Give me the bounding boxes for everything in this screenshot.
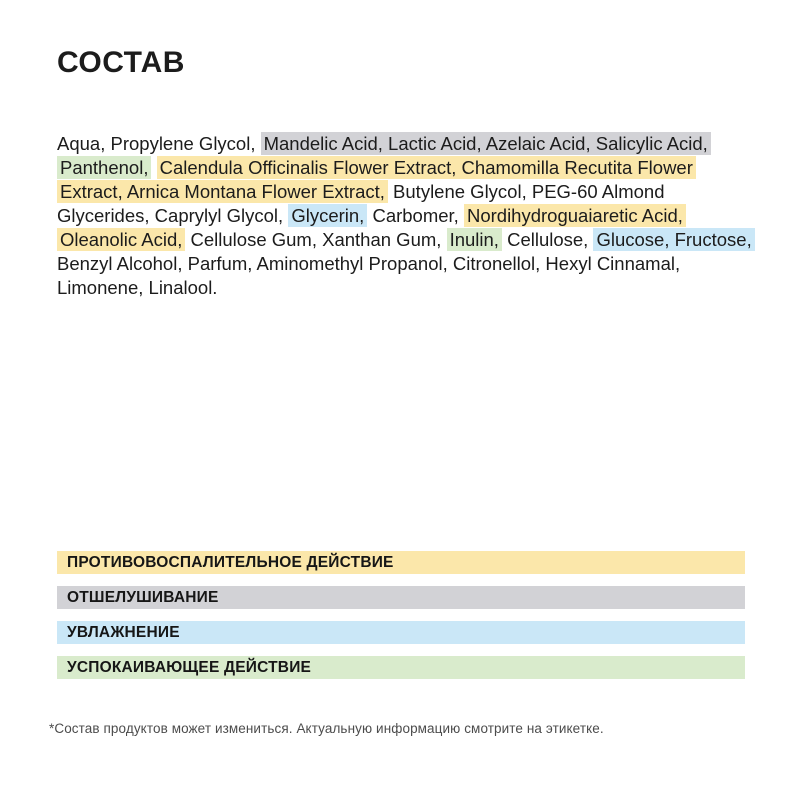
ingredients-line <box>57 180 757 204</box>
legend <box>57 551 745 691</box>
ingredient-text: Cellulose Gum, Xanthan Gum, <box>185 229 447 250</box>
ingredient-highlight-anti_inflammatory: Nordihydroguaiaretic Acid, <box>464 204 686 227</box>
ingredient-highlight-exfoliation: Mandelic Acid, Lactic Acid, Azelaic Acid, Salicylic Acid, <box>261 132 711 155</box>
page-title: СОСТАВ <box>57 46 185 79</box>
ingredient-text: Aqua, Propylene Glycol, <box>57 133 261 154</box>
ingredient-highlight-anti_inflammatory: Extract, Arnica Montana Flower Extract, <box>57 180 388 203</box>
footnote: *Состав продуктов может измениться. Актуальную информацию смотрите на этикетке. <box>49 721 604 736</box>
ingredients-line <box>57 132 757 156</box>
ingredient-highlight-moisturizing: Glucose, Fructose, <box>593 228 754 251</box>
legend-bar-soothing <box>57 656 745 679</box>
ingredient-highlight-anti_inflammatory: Oleanolic Acid, <box>57 228 185 251</box>
legend-label: ПРОТИВОВОСПАЛИТЕЛЬНОЕ ДЕЙСТВИЕ <box>67 553 394 571</box>
ingredients-line <box>57 252 757 276</box>
ingredients-paragraph <box>57 132 757 300</box>
legend-bar-anti_inflammatory <box>57 551 745 574</box>
ingredient-highlight-soothing: Inulin, <box>447 228 502 251</box>
ingredient-highlight-soothing: Panthenol, <box>57 156 151 179</box>
ingredient-text: Carbomer, <box>367 205 464 226</box>
ingredients-line <box>57 156 757 180</box>
legend-label: ОТШЕЛУШИВАНИЕ <box>67 588 219 606</box>
ingredients-line <box>57 228 757 252</box>
ingredient-highlight-anti_inflammatory: Calendula Officinalis Flower Extract, Chamomilla Recutita Flower <box>157 156 696 179</box>
legend-label: УСПОКАИВАЮЩЕЕ ДЕЙСТВИЕ <box>67 658 312 676</box>
ingredient-highlight-moisturizing: Glycerin, <box>288 204 367 227</box>
ingredient-text: Glycerides, Caprylyl Glycol, <box>57 205 289 226</box>
ingredient-text: Benzyl Alcohol, Parfum, Aminomethyl Propanol, Citronellol, Hexyl Cinnamal, <box>57 253 681 274</box>
ingredient-text: Butylene Glycol, PEG-60 Almond <box>387 181 665 202</box>
ingredient-text <box>151 157 156 178</box>
legend-bar-moisturizing <box>57 621 745 644</box>
ingredient-text: Cellulose, <box>501 229 594 250</box>
legend-label: УВЛАЖНЕНИЕ <box>67 623 180 641</box>
ingredients-line <box>57 204 757 228</box>
legend-bar-exfoliation <box>57 586 745 609</box>
ingredients-line <box>57 276 757 300</box>
ingredient-text: Limonene, Linalool. <box>57 277 218 298</box>
